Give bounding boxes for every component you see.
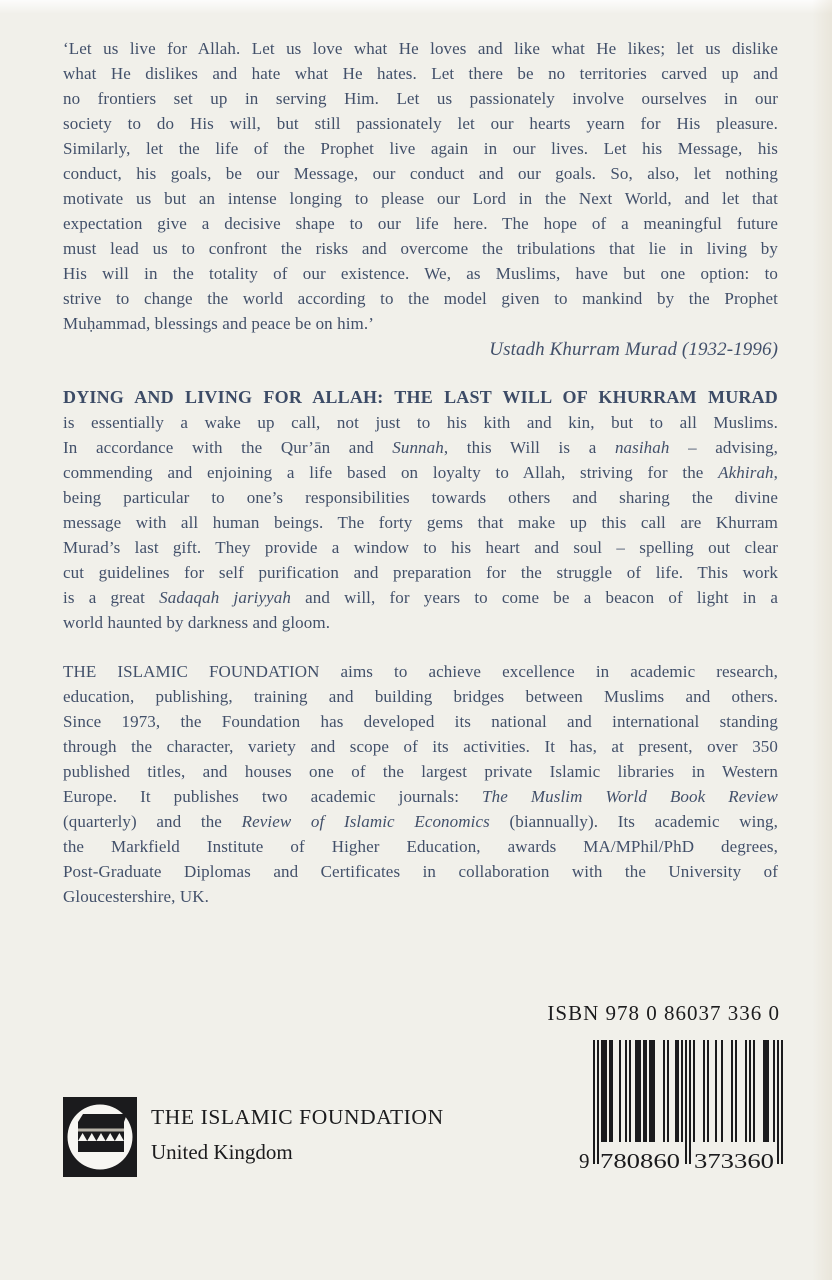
text-line: motivate us but an intense longing to please our Lord in the Next World, and let that <box>63 189 778 208</box>
text-line: Muḥammad, blessings and peace be on him.’ <box>63 314 374 333</box>
text-line: expectation give a decisive shape to our life here. The hope of a meaningful future <box>63 214 778 233</box>
text-line: strive to change the world according to the model given to mankind by the Prophet <box>63 289 778 308</box>
quote-lines <box>63 36 778 336</box>
publisher-blurb <box>63 659 778 909</box>
text-line: world haunted by darkness and gloom. <box>63 613 331 632</box>
publisher-country: United Kingdom <box>151 1140 293 1164</box>
text-line: His will in the totality of our existence. We, as Muslims, have but one option: to <box>63 264 778 283</box>
text-line: Since 1973, the Foundation has developed its national and international standing <box>63 712 778 731</box>
text-line: cut guidelines for self purification and preparation for the struggle of life. This work <box>63 563 778 582</box>
text-line: being particular to one’s responsibilities towards others and sharing the divine <box>63 488 778 507</box>
isbn-label: ISBN 978 0 86037 336 0 <box>547 1001 780 1025</box>
text-line: ‘Let us live for Allah. Let us love what He loves and like what He likes; let us dislike <box>63 39 778 58</box>
text-line: through the character, variety and scope of its activities. It has, at present, over 350 <box>63 737 778 756</box>
text-line: commending and enjoining a life based on loyalty to Allah, striving for the Akhirah, <box>63 463 778 482</box>
text-line: Gloucestershire, UK. <box>63 887 209 906</box>
text-line: conduct, his goals, be our Message, our conduct and our goals. So, also, let nothing <box>63 164 778 183</box>
text-line: In accordance with the Qur’ān and Sunnah, this Will is a nasihah – advising, <box>63 438 779 457</box>
text-line: what He dislikes and hate what He hates. Let there be no territories carved up and <box>63 64 778 83</box>
text-line: Post-Graduate Diplomas and Certificates in collaboration with the University of <box>63 862 778 881</box>
svg-text:373360: 373360 <box>694 1149 774 1170</box>
text-line: is essentially a wake up call, not just to his kith and kin, but to all Muslims. <box>63 413 778 432</box>
svg-text:780860: 780860 <box>600 1149 680 1170</box>
text-line: published titles, and houses one of the largest private Islamic libraries in Western <box>63 762 778 781</box>
book-blurb <box>63 385 778 635</box>
publisher-text <box>151 1097 444 1165</box>
text-line: the Markfield Institute of Higher Education, awards MA/MPhil/PhD degrees, <box>63 837 778 856</box>
text-line: must lead us to confront the risks and overcome the tribulations that lie in living by <box>63 239 778 258</box>
text-line: is a great Sadaqah jariyyah and will, for years to come be a beacon of light in a <box>63 588 778 607</box>
publisher-strip <box>63 1097 444 1177</box>
text-line: Europe. It publishes two academic journals: The Muslim World Book Review <box>63 787 778 806</box>
quote-paragraph <box>63 36 778 362</box>
text-line: Similarly, let the life of the Prophet live again in our lives. Let his Message, his <box>63 139 778 158</box>
kaaba-icon <box>63 1097 137 1177</box>
text-line: (quarterly) and the Review of Islamic Economics (biannually). Its academic wing, <box>63 812 778 831</box>
text-line: message with all human beings. The forty gems that make up this call are Khurram <box>63 513 778 532</box>
quote-attribution: Ustadh Khurram Murad (1932-1996) <box>489 339 778 360</box>
book-blurb-lines <box>63 410 778 635</box>
book-title-heading: DYING AND LIVING FOR ALLAH: THE LAST WILL OF KHURRAM MURAD <box>63 387 778 407</box>
text-line: no frontiers set up in serving Him. Let us passionately involve ourselves in our <box>63 89 778 108</box>
publisher-blurb-lines <box>63 659 778 909</box>
publisher-name: THE ISLAMIC FOUNDATION <box>151 1105 444 1129</box>
text-line: education, publishing, training and building bridges between Muslims and others. <box>63 687 778 706</box>
text-line: society to do His will, but still passionately let our hearts yearn for His pleasure. <box>63 114 778 133</box>
ean13-barcode-icon <box>579 1040 791 1170</box>
svg-text:9: 9 <box>579 1149 590 1170</box>
text-line: Murad’s last gift. They provide a window to his heart and soul – spelling out clear <box>63 538 778 557</box>
text-line: THE ISLAMIC FOUNDATION aims to achieve excellence in academic research, <box>63 662 778 681</box>
